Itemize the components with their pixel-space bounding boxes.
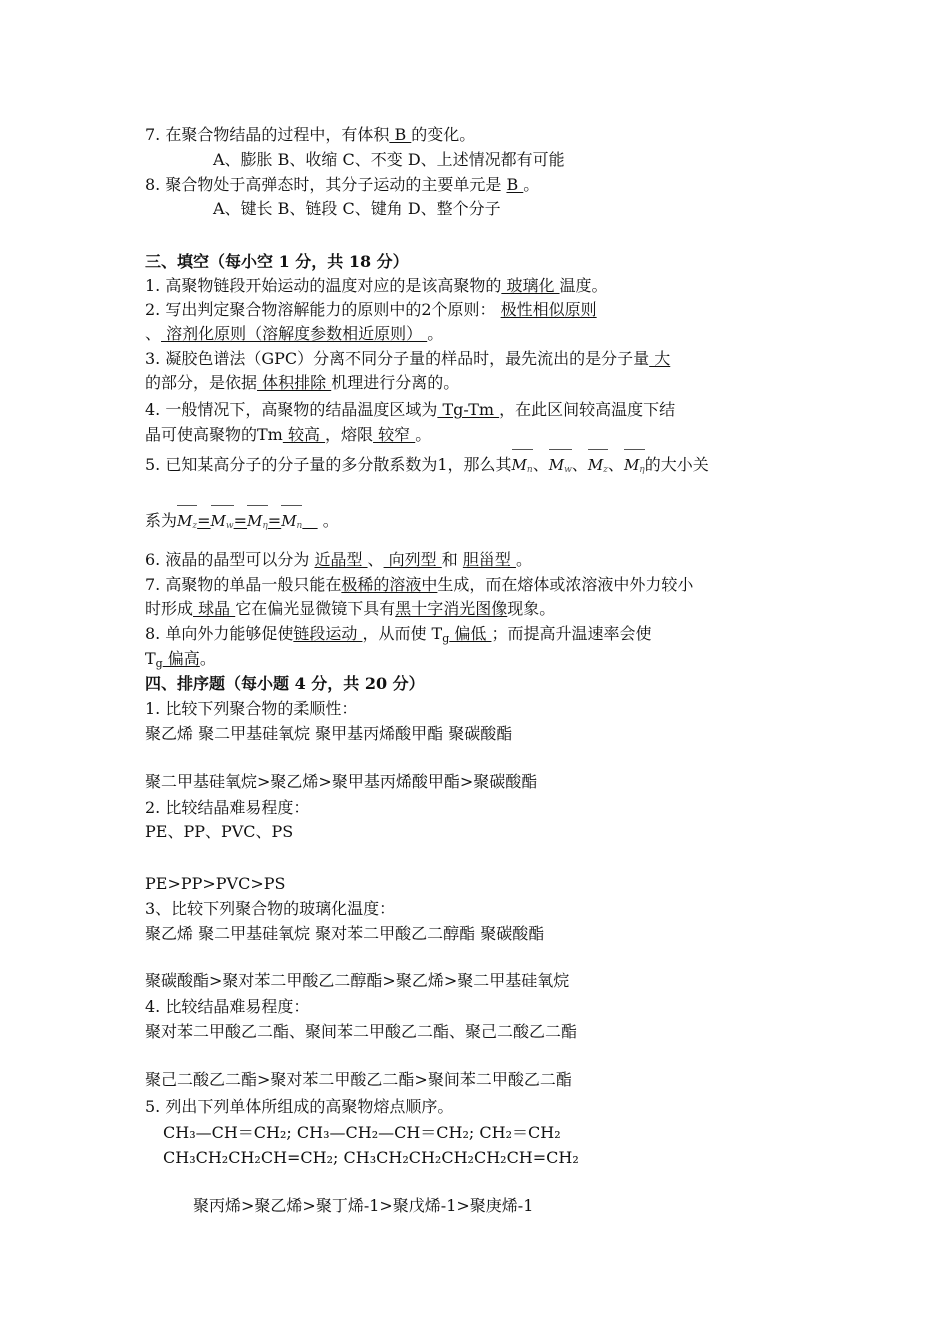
fill-q3-text: 3. 凝胶色谱法（GPC）分离不同分子量的样品时，最先流出的是分子量 [145,349,650,368]
fill-q1-answer: 玻璃化 [501,276,560,295]
sep-2: 、 [571,455,588,474]
sort-q1-title: 1. 比较下列聚合物的柔顺性： [145,699,358,718]
fill-q2-post: 。 [427,324,444,343]
fill-q4-line1 [145,398,675,422]
sort-q5-formulas-2: CH₃CH₂CH₂CH=CH₂; CH₃CH₂CH₂CH₂CH₂CH=CH₂ [163,1148,579,1167]
fill-q3-line1 [145,347,670,371]
fill-q7-answer1: 极稀的溶液中 [341,575,438,594]
mz-letter: M [587,456,604,474]
sort-q2-answer: PE>PP>PVC>PS [145,874,286,893]
choice-q7-options: A、膨胀 B、收缩 C、不变 D、上述情况都有可能 [213,150,565,169]
mw-sub: w [564,465,572,475]
fill-q6-answer3: 胆甾型 [462,550,516,569]
fill-q7-post: 现象。 [507,599,556,618]
fill-q4-line2 [145,423,431,447]
fill-q5-line1 [145,451,709,482]
fill-q2-text: 2. 写出判定聚合物溶解能力的原则中的2个原则： [145,300,501,319]
fill-q1-text: 1. 高聚物链段开始运动的温度对应的是该高聚物的 [145,276,502,295]
fill-q8-answer1: 链段运动 [293,624,363,643]
fill-q6-post: 。 [515,550,532,569]
fill-q3-line2 [145,371,459,395]
eq-2: = [233,511,248,530]
fill-q8-line1 [145,622,651,651]
order-mz-sub: z [192,521,198,531]
mn-letter: M [511,456,527,474]
fill-q8-answer2: 偏低 [449,624,492,643]
meta-letter: M [623,456,640,474]
fill-q4-text2: 晶可使高聚物的Tm [145,425,283,444]
fill-q8-answer3: 偏高 [162,649,200,668]
sort-q3-title: 3、比较下列聚合物的玻璃化温度： [145,899,396,918]
sort-q4-title: 4. 比较结晶难易程度： [145,997,310,1016]
q7-answer: B [389,125,412,144]
order-meta-letter: M [247,512,263,530]
fill-q4-answer3: 较窄 [373,425,416,444]
sort-q5-answer: 聚丙烯>聚乙烯>聚丁烯-1>聚戊烯-1>聚庚烯-1 [193,1196,534,1215]
fill-q2-answer2: 溶剂化原则（溶解度参数相近原则） [161,324,428,343]
fill-q4-mid: ，在此区间较高温度下结 [499,400,676,419]
fill-q4-post: 。 [415,425,432,444]
fill-q7-text: 7. 高聚物的单晶一般只能在 [145,575,342,594]
order-mw-letter: M [210,512,226,530]
fill-q4-answer1: Tg-Tm [437,400,500,419]
choice-q8-options: A、键长 B、链段 C、键角 D、整个分子 [213,199,501,218]
fill-q2-sep: 、 [145,324,162,343]
mz-symbol [588,451,608,482]
fill-q4-text: 4. 一般情况下，高聚物的结晶温度区域为 [145,400,438,419]
fill-q8-text: 8. 单向外力能够促使 [145,624,294,643]
fill-q7-line2 [145,597,555,621]
fill-q8-tg-sub: g [155,657,163,670]
order-meta [247,507,268,538]
fill-q7-answer2: 球晶 [193,599,236,618]
fill-q8-mid: ，从而使 T [362,624,443,643]
fill-q3-answer2: 体积排除 [257,373,332,392]
order-mn [281,507,302,538]
sort-q2-title: 2. 比较结晶难易程度： [145,798,310,817]
sort-q1-items: 聚乙烯 聚二甲基硅氧烷 聚甲基丙烯酸甲酯 聚碳酸酯 [145,724,513,743]
fill-q1-post: 温度。 [559,276,608,295]
sort-q4-items: 聚对苯二甲酸乙二酯、聚间苯二甲酸乙二酯、聚己二酸乙二酯 [145,1022,578,1041]
eq-3: = [267,511,282,530]
fill-q3-answer1: 大 [649,349,671,368]
order-mw-sub: w [225,521,234,531]
fill-q6-sep1: 、 [367,550,384,569]
order-meta-sub: η [262,521,268,531]
sort-q4-answer: 聚己二酸乙二酯>聚对苯二甲酸乙二酯>聚间苯二甲酸乙二酯 [145,1070,572,1089]
sep-3: 、 [607,455,624,474]
sort-q2-items: PE、PP、PVC、PS [145,822,294,841]
fill-q3-post: 机理进行分离的。 [331,373,460,392]
order-mz-letter: M [177,512,193,530]
fill-q5-tail: 。 [317,511,339,530]
mn-symbol [512,451,533,482]
order-mz [177,507,197,538]
order-mn-sub: n [296,521,303,531]
sep-1: 、 [532,455,549,474]
fill-q8-sub: g [442,632,450,645]
fill-q2-line2 [145,322,443,346]
sort-q5-title: 5. 列出下列单体所组成的高聚物熔点顺序。 [145,1097,454,1116]
order-mn-letter: M [281,512,297,530]
fill-q5-mid: 的大小关 [644,455,709,474]
fill-q8-tail: ；而提高升温速率会使 [491,624,652,643]
mz-sub: z [603,465,608,475]
fill-q6-text: 6. 液晶的晶型可以分为 [145,550,315,569]
mw-symbol [549,451,572,482]
fill-q7-text2: 时形成 [145,599,194,618]
sort-q1-answer: 聚二甲基硅氧烷>聚乙烯>聚甲基丙烯酸甲酯>聚碳酸酯 [145,772,538,791]
fill-q7-mid: 生成，而在熔体或浓溶液中外力较小 [437,575,694,594]
fill-q7-line1 [145,573,693,597]
mn-sub: n [526,465,533,475]
q8-text: 8. 聚合物处于高弹态时，其分子运动的主要单元是 [145,175,507,194]
fill-q2-line1 [145,298,597,322]
fill-q8-tg: T [145,649,156,668]
fill-q5-answer [177,511,318,530]
q7-text: 7. 在聚合物结晶的过程中，有体积 [145,125,390,144]
meta-sub: η [639,465,645,475]
fill-q5-line2 [145,507,339,538]
fill-q4-answer2: 较高 [282,425,326,444]
meta-symbol [624,451,645,482]
fill-q6-answer2: 向列型 [383,550,442,569]
fill-q6-sep2: 和 [441,550,463,569]
section-4-heading: 四、排序题（每小题 4 分，共 20 分） [145,674,425,693]
fill-q1 [145,274,608,298]
eq-1: = [197,511,211,530]
fill-q6 [145,548,532,572]
fill-q3-text2: 的部分，是依据 [145,373,258,392]
fill-q6-answer1: 近晶型 [314,550,368,569]
fill-q8-post: 。 [199,649,216,668]
fill-q4-mid2: ，熔限 [325,425,374,444]
fill-q5-text: 5. 已知某高分子的分子量的多分散系数为1，那么其 [145,455,512,474]
section-3-heading: 三、填空（每小空 1 分，共 18 分） [145,252,409,271]
fill-q7-mid2: 它在偏光显微镜下具有 [235,599,396,618]
choice-q8 [145,173,539,197]
choice-q7 [145,123,475,147]
sort-q3-answer: 聚碳酸酯>聚对苯二甲酸乙二醇酯>聚乙烯>聚二甲基硅氧烷 [145,971,570,990]
sort-q5-formulas-1: CH₃—CH＝CH₂; CH₃—CH₂—CH＝CH₂; CH₂＝CH₂ [163,1123,561,1142]
mw-letter: M [548,456,565,474]
fill-q2-answer1: 极性相似原则 [500,300,597,319]
fill-q5-text2: 系为 [145,511,178,530]
q7-post: 的变化。 [411,125,476,144]
q8-answer: B [506,175,524,194]
order-mw [211,507,234,538]
sort-q3-items: 聚乙烯 聚二甲基硅氧烷 聚对苯二甲酸乙二醇酯 聚碳酸酯 [145,924,545,943]
fill-q7-answer3: 黑十字消光图像 [395,599,508,618]
q8-post: 。 [523,175,540,194]
